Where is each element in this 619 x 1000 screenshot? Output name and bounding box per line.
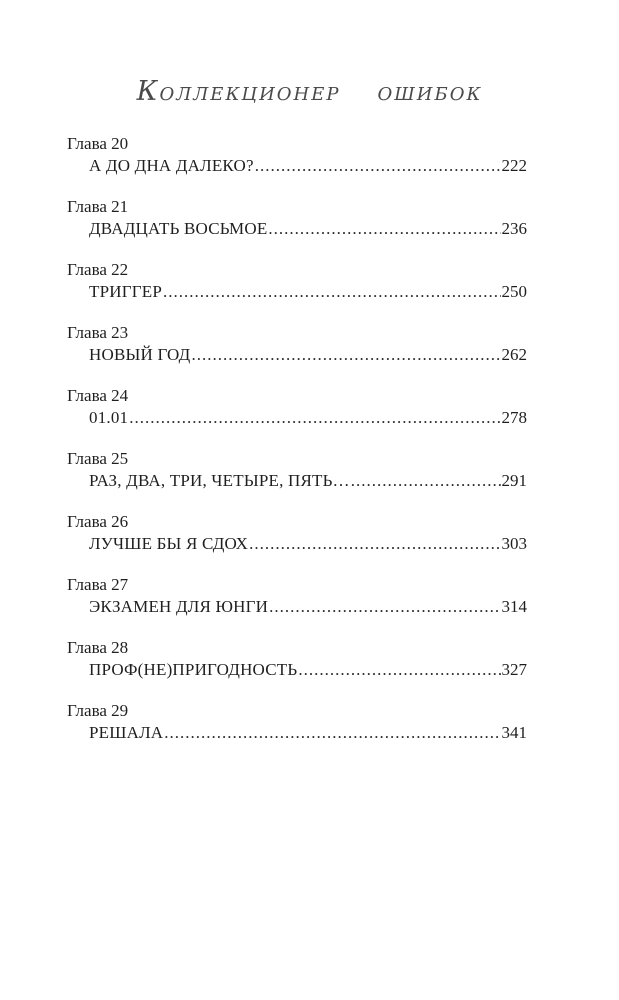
dot-leader <box>298 659 500 681</box>
chapter-title: ТРИГГЕР <box>89 282 163 301</box>
dot-leader <box>351 470 501 492</box>
page-number: 327 <box>501 660 527 679</box>
chapter-label: Глава 21 <box>67 197 129 216</box>
chapter-title: НОВЫЙ ГОД <box>89 345 191 364</box>
toc-line[interactable] <box>89 533 527 555</box>
toc-entry <box>67 196 527 259</box>
dot-leader <box>255 155 501 177</box>
running-head-word-1-rest: ОЛЛЕКЦИОНЕР <box>159 84 341 105</box>
chapter-label: Глава 27 <box>67 575 129 594</box>
chapter-title: ЛУЧШЕ БЫ Я СДОХ <box>89 534 249 553</box>
toc-line[interactable] <box>89 470 527 492</box>
dot-leader <box>163 281 500 303</box>
chapter-title: 01.01 <box>89 408 129 427</box>
dot-leader <box>268 218 500 240</box>
dot-leader <box>191 344 500 366</box>
toc-entry <box>67 700 527 763</box>
toc-line[interactable] <box>89 344 527 366</box>
dot-leader <box>129 407 500 429</box>
page-number: 236 <box>501 219 527 238</box>
toc-entry <box>67 511 527 574</box>
page-number: 341 <box>501 723 527 742</box>
table-of-contents <box>67 133 527 763</box>
chapter-label: Глава 28 <box>67 638 129 657</box>
dot-leader <box>249 533 500 555</box>
toc-entry <box>67 322 527 385</box>
chapter-label: Глава 25 <box>67 449 129 468</box>
toc-entry <box>67 385 527 448</box>
running-head-initial: К <box>136 76 160 107</box>
toc-entry <box>67 133 527 196</box>
chapter-label: Глава 24 <box>67 386 129 405</box>
dot-leader <box>164 722 500 744</box>
page-number: 303 <box>501 534 527 553</box>
toc-line[interactable] <box>89 596 527 618</box>
page-number: 291 <box>501 471 527 490</box>
chapter-label: Глава 20 <box>67 134 129 153</box>
chapter-label: Глава 22 <box>67 260 129 279</box>
toc-line[interactable] <box>89 659 527 681</box>
toc-entry <box>67 637 527 700</box>
page-number: 250 <box>501 282 527 301</box>
running-head-word-2: ОШИБОК <box>377 84 483 105</box>
toc-entry <box>67 574 527 637</box>
chapter-title: А ДО ДНА ДАЛЕКО? <box>89 156 254 175</box>
running-head <box>0 76 619 107</box>
chapter-title: ПРОФ(НЕ)ПРИГОДНОСТЬ <box>89 660 298 679</box>
chapter-title: ЭКЗАМЕН ДЛЯ ЮНГИ <box>89 597 269 616</box>
running-head-word-1 <box>137 76 341 107</box>
toc-line[interactable] <box>89 155 527 177</box>
dot-leader <box>269 596 500 618</box>
chapter-title: ДВАДЦАТЬ ВОСЬМОЕ <box>89 219 268 238</box>
page-number: 278 <box>501 408 527 427</box>
chapter-title: РЕШАЛА <box>89 723 164 742</box>
toc-line[interactable] <box>89 218 527 240</box>
toc-line[interactable] <box>89 722 527 744</box>
page-number: 222 <box>501 156 527 175</box>
toc-line[interactable] <box>89 281 527 303</box>
chapter-label: Глава 29 <box>67 701 129 720</box>
toc-entry <box>67 259 527 322</box>
chapter-title: РАЗ, ДВА, ТРИ, ЧЕТЫРЕ, ПЯТЬ… <box>89 471 350 490</box>
chapter-label: Глава 26 <box>67 512 129 531</box>
page-number: 314 <box>501 597 527 616</box>
chapter-label: Глава 23 <box>67 323 129 342</box>
toc-entry <box>67 448 527 511</box>
page-number: 262 <box>501 345 527 364</box>
toc-line[interactable] <box>89 407 527 429</box>
